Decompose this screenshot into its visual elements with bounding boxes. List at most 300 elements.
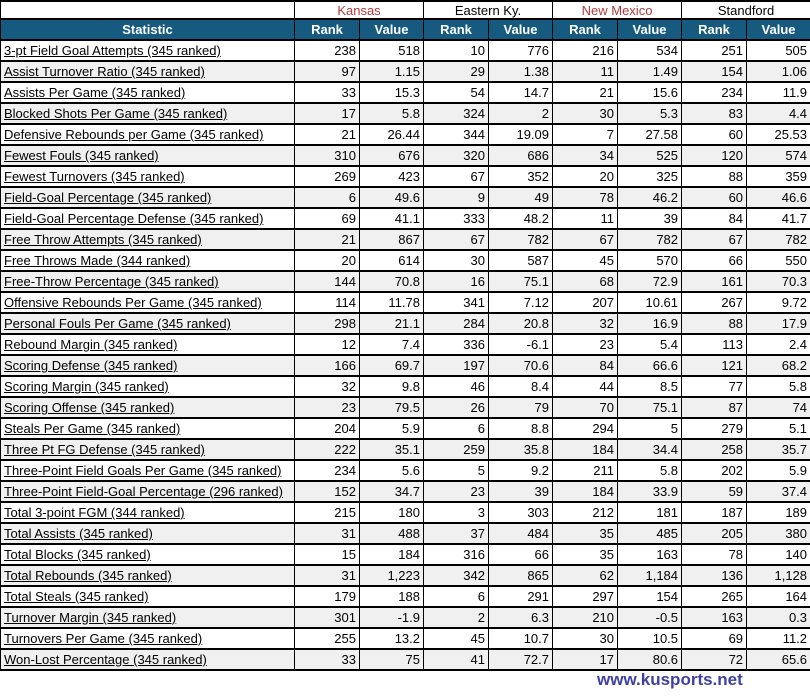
rank-header: Rank [295,19,360,40]
rank-cell: 6 [295,187,360,208]
value-cell: 70.8 [360,271,424,292]
value-cell: 1,128 [747,565,810,586]
value-cell: 782 [747,229,810,250]
team-header-standford: Standford [682,1,810,19]
value-cell: 11.2 [747,628,810,649]
table-row [1,61,810,82]
rank-cell: 166 [295,355,360,376]
table-row [1,418,810,439]
value-cell: 5.1 [747,418,810,439]
value-cell: 69.7 [360,355,424,376]
table-row [1,187,810,208]
stat-link[interactable]: Defensive Rebounds per Game (345 ranked) [4,127,264,142]
table-row [1,355,810,376]
rank-cell: 44 [553,376,618,397]
value-cell: 46.2 [618,187,682,208]
table-row [1,334,810,355]
rank-cell: 17 [295,103,360,124]
rank-cell: 45 [424,628,489,649]
rank-cell: 59 [682,481,747,502]
rank-cell: 32 [295,376,360,397]
value-cell: -0.5 [618,607,682,628]
value-cell: 1.38 [489,61,553,82]
value-cell: 39 [618,208,682,229]
value-cell: 5 [618,418,682,439]
rank-cell: 197 [424,355,489,376]
rank-cell: 9 [424,187,489,208]
rank-cell: 88 [682,313,747,334]
rank-cell: 161 [682,271,747,292]
rank-cell: 255 [295,628,360,649]
table-row [1,208,810,229]
value-cell: 325 [618,166,682,187]
corner-cell [1,1,295,19]
value-cell: 26.44 [360,124,424,145]
value-cell: 11.9 [747,82,810,103]
table-row [1,523,810,544]
rank-cell: 54 [424,82,489,103]
table-row [1,292,810,313]
rank-cell: 77 [682,376,747,397]
table-row [1,544,810,565]
table-row [1,40,810,61]
rank-cell: 11 [553,208,618,229]
value-cell: 865 [489,565,553,586]
value-cell: 15.6 [618,82,682,103]
value-cell: 39 [489,481,553,502]
rank-cell: 259 [424,439,489,460]
value-cell: 70.6 [489,355,553,376]
table-row [1,271,810,292]
column-header-row [1,19,810,40]
value-cell: 1,184 [618,565,682,586]
value-cell: 180 [360,502,424,523]
value-cell: 5.8 [618,460,682,481]
stat-link[interactable]: Three-Point Field-Goal Percentage (296 ranked) [4,484,283,499]
rank-cell: 152 [295,481,360,502]
value-cell: 72.9 [618,271,682,292]
rank-cell: 84 [682,208,747,229]
value-cell: 68.2 [747,355,810,376]
table-row [1,460,810,481]
value-cell: 782 [618,229,682,250]
rank-cell: 32 [553,313,618,334]
rank-cell: 187 [682,502,747,523]
rank-cell: 179 [295,586,360,607]
rank-cell: 72 [682,649,747,670]
value-cell: 488 [360,523,424,544]
value-cell: 35.8 [489,439,553,460]
rank-cell: 294 [553,418,618,439]
table-row [1,481,810,502]
value-cell: 1,223 [360,565,424,586]
value-cell: 570 [618,250,682,271]
rank-cell: 20 [295,250,360,271]
rank-cell: 12 [295,334,360,355]
value-header: Value [747,19,810,40]
rank-cell: 6 [424,586,489,607]
stat-link[interactable]: Field-Goal Percentage (345 ranked) [4,190,212,205]
rank-cell: 60 [682,187,747,208]
table-row [1,565,810,586]
value-cell: 16.9 [618,313,682,334]
value-cell: 484 [489,523,553,544]
value-cell: 80.6 [618,649,682,670]
rank-cell: 7 [553,124,618,145]
value-cell: 2 [489,103,553,124]
stat-link[interactable]: Turnovers Per Game (345 ranked) [4,631,203,646]
rank-cell: 316 [424,544,489,565]
stat-link[interactable]: Three Pt FG Defense (345 ranked) [4,442,205,457]
value-cell: 5.4 [618,334,682,355]
value-cell: 140 [747,544,810,565]
rank-cell: 297 [553,586,618,607]
stat-link[interactable]: Assists Per Game (345 ranked) [4,85,186,100]
table-row [1,607,810,628]
rank-cell: 23 [295,397,360,418]
rank-cell: 184 [553,481,618,502]
value-cell: 65.6 [747,649,810,670]
value-cell: 686 [489,145,553,166]
rank-cell: 341 [424,292,489,313]
rank-cell: 21 [295,124,360,145]
team-header-kansas: Kansas [295,1,424,19]
rank-cell: 212 [553,502,618,523]
rank-cell: 45 [553,250,618,271]
rank-cell: 222 [295,439,360,460]
value-cell: 9.8 [360,376,424,397]
rank-cell: 87 [682,397,747,418]
value-cell: 7.12 [489,292,553,313]
value-cell: 776 [489,40,553,61]
rank-cell: 23 [553,334,618,355]
value-cell: 79.5 [360,397,424,418]
stat-link[interactable]: Rebound Margin (345 ranked) [4,337,178,352]
value-cell: 25.53 [747,124,810,145]
rank-cell: 17 [553,649,618,670]
value-cell: 188 [360,586,424,607]
value-cell: 37.4 [747,481,810,502]
value-cell: 587 [489,250,553,271]
stat-link[interactable]: Personal Fouls Per Game (345 ranked) [4,316,231,331]
rank-cell: 120 [682,145,747,166]
stat-link[interactable]: Three-Point Field Goals Per Game (345 ranked) [4,463,282,478]
value-cell: 154 [618,586,682,607]
rank-cell: 258 [682,439,747,460]
value-cell: 2.4 [747,334,810,355]
rank-cell: 78 [682,544,747,565]
rank-cell: 84 [553,355,618,376]
rank-cell: 16 [424,271,489,292]
table-row [1,229,810,250]
rank-cell: 35 [553,523,618,544]
stat-link[interactable]: Free-Throw Percentage (345 ranked) [4,274,219,289]
value-cell: 33.9 [618,481,682,502]
rank-cell: 202 [682,460,747,481]
value-cell: 5.3 [618,103,682,124]
rank-cell: 62 [553,565,618,586]
value-cell: 867 [360,229,424,250]
value-cell: -1.9 [360,607,424,628]
value-cell: 352 [489,166,553,187]
table-row [1,439,810,460]
team-header-row [1,1,810,19]
rank-cell: 11 [553,61,618,82]
table-row [1,313,810,334]
rank-cell: 41 [424,649,489,670]
value-cell: 6.3 [489,607,553,628]
value-cell: 4.4 [747,103,810,124]
rank-cell: 265 [682,586,747,607]
value-cell: 181 [618,502,682,523]
value-cell: 614 [360,250,424,271]
stat-link[interactable]: Fewest Fouls (345 ranked) [4,148,159,163]
value-cell: 5.9 [360,418,424,439]
rank-cell: 234 [295,460,360,481]
rank-cell: 163 [682,607,747,628]
value-cell: 1.49 [618,61,682,82]
rank-cell: 301 [295,607,360,628]
rank-cell: 344 [424,124,489,145]
value-cell: 1.06 [747,61,810,82]
rank-cell: 97 [295,61,360,82]
value-cell: 5.6 [360,460,424,481]
value-cell: -6.1 [489,334,553,355]
rank-cell: 336 [424,334,489,355]
stat-link[interactable]: Total Rebounds (345 ranked) [4,568,172,583]
value-cell: 518 [360,40,424,61]
value-cell: 550 [747,250,810,271]
stat-link[interactable]: Offensive Rebounds Per Game (345 ranked) [4,295,262,310]
rank-cell: 144 [295,271,360,292]
stat-link[interactable]: Scoring Defense (345 ranked) [4,358,178,373]
rank-header: Rank [424,19,489,40]
team-header-eastern-ky: Eastern Ky. [424,1,553,19]
value-cell: 10.61 [618,292,682,313]
rank-cell: 29 [424,61,489,82]
rank-cell: 20 [553,166,618,187]
stat-link[interactable]: Assist Turnover Ratio (345 ranked) [4,64,205,79]
rank-header: Rank [682,19,747,40]
value-cell: 5.9 [747,460,810,481]
table-row [1,124,810,145]
value-cell: 525 [618,145,682,166]
rank-cell: 184 [553,439,618,460]
value-cell: 423 [360,166,424,187]
value-cell: 10.7 [489,628,553,649]
value-cell: 164 [747,586,810,607]
stat-link[interactable]: Total Steals (345 ranked) [4,589,149,604]
stat-link[interactable]: Free Throw Attempts (345 ranked) [4,232,202,247]
rank-cell: 342 [424,565,489,586]
stat-link[interactable]: Turnover Margin (345 ranked) [4,610,177,625]
rank-cell: 320 [424,145,489,166]
statistic-header: Statistic [1,19,295,40]
value-cell: 574 [747,145,810,166]
value-cell: 27.58 [618,124,682,145]
value-cell: 0.3 [747,607,810,628]
rank-cell: 279 [682,418,747,439]
stat-link[interactable]: Scoring Margin (345 ranked) [4,379,169,394]
stat-link[interactable]: Free Throws Made (344 ranked) [4,253,191,268]
rank-cell: 211 [553,460,618,481]
rank-cell: 69 [295,208,360,229]
rank-cell: 34 [553,145,618,166]
value-cell: 359 [747,166,810,187]
value-cell: 163 [618,544,682,565]
rank-cell: 216 [553,40,618,61]
rank-cell: 114 [295,292,360,313]
rank-cell: 21 [295,229,360,250]
rank-cell: 37 [424,523,489,544]
value-cell: 505 [747,40,810,61]
value-cell: 19.09 [489,124,553,145]
rank-cell: 2 [424,607,489,628]
rank-cell: 6 [424,418,489,439]
value-cell: 1.15 [360,61,424,82]
stat-link[interactable]: Total 3-point FGM (344 ranked) [4,505,185,520]
rank-cell: 238 [295,40,360,61]
value-cell: 8.8 [489,418,553,439]
rank-cell: 67 [682,229,747,250]
rank-cell: 30 [553,628,618,649]
rank-cell: 83 [682,103,747,124]
value-cell: 21.1 [360,313,424,334]
stat-link[interactable]: Steals Per Game (345 ranked) [4,421,181,436]
table-row [1,586,810,607]
rank-cell: 31 [295,565,360,586]
value-cell: 8.5 [618,376,682,397]
rank-cell: 215 [295,502,360,523]
rank-cell: 251 [682,40,747,61]
stat-link[interactable]: Scoring Offense (345 ranked) [4,400,175,415]
rank-cell: 121 [682,355,747,376]
rank-cell: 207 [553,292,618,313]
value-cell: 66.6 [618,355,682,376]
value-header: Value [489,19,553,40]
rank-cell: 284 [424,313,489,334]
value-cell: 66 [489,544,553,565]
value-cell: 75.1 [489,271,553,292]
rank-cell: 26 [424,397,489,418]
stat-link[interactable]: Total Assists (345 ranked) [4,526,153,541]
rank-cell: 21 [553,82,618,103]
value-cell: 15.3 [360,82,424,103]
stat-link[interactable]: Blocked Shots Per Game (345 ranked) [4,106,228,121]
rank-cell: 310 [295,145,360,166]
value-cell: 189 [747,502,810,523]
rank-cell: 78 [553,187,618,208]
value-cell: 303 [489,502,553,523]
table-row [1,502,810,523]
rank-cell: 60 [682,124,747,145]
value-cell: 49.6 [360,187,424,208]
rank-cell: 88 [682,166,747,187]
rank-cell: 66 [682,250,747,271]
rank-cell: 267 [682,292,747,313]
table-row [1,166,810,187]
value-cell: 5.8 [747,376,810,397]
value-cell: 380 [747,523,810,544]
table-row [1,103,810,124]
stat-link[interactable]: Fewest Turnovers (345 ranked) [4,169,185,184]
stat-link[interactable]: Total Blocks (345 ranked) [4,547,151,562]
rank-cell: 30 [424,250,489,271]
value-cell: 14.7 [489,82,553,103]
rank-cell: 69 [682,628,747,649]
value-cell: 20.8 [489,313,553,334]
rank-cell: 5 [424,460,489,481]
table-row [1,250,810,271]
value-cell: 35.7 [747,439,810,460]
rank-cell: 67 [424,229,489,250]
rank-cell: 210 [553,607,618,628]
value-cell: 11.78 [360,292,424,313]
value-header: Value [360,19,424,40]
stat-link[interactable]: Field-Goal Percentage Defense (345 ranked) [4,211,264,226]
rank-cell: 33 [295,82,360,103]
value-cell: 5.8 [360,103,424,124]
value-cell: 184 [360,544,424,565]
footer-link[interactable]: www.kusports.net [597,670,743,689]
value-cell: 10.5 [618,628,682,649]
stat-link[interactable]: Won-Lost Percentage (345 ranked) [4,652,207,667]
rank-cell: 10 [424,40,489,61]
table-row [1,82,810,103]
rank-cell: 154 [682,61,747,82]
rank-header: Rank [553,19,618,40]
value-cell: 75 [360,649,424,670]
rank-cell: 136 [682,565,747,586]
rank-cell: 205 [682,523,747,544]
value-cell: 9.72 [747,292,810,313]
rank-cell: 67 [424,166,489,187]
rank-cell: 15 [295,544,360,565]
rank-cell: 324 [424,103,489,124]
rank-cell: 298 [295,313,360,334]
value-cell: 291 [489,586,553,607]
rank-cell: 3 [424,502,489,523]
value-cell: 782 [489,229,553,250]
rank-cell: 46 [424,376,489,397]
value-cell: 34.4 [618,439,682,460]
rank-cell: 204 [295,418,360,439]
rank-cell: 113 [682,334,747,355]
rank-cell: 23 [424,481,489,502]
value-cell: 70.3 [747,271,810,292]
value-cell: 676 [360,145,424,166]
rank-cell: 30 [553,103,618,124]
table-row [1,376,810,397]
value-cell: 41.7 [747,208,810,229]
value-header: Value [618,19,682,40]
value-cell: 41.1 [360,208,424,229]
table-row [1,649,810,670]
value-cell: 8.4 [489,376,553,397]
value-cell: 485 [618,523,682,544]
value-cell: 17.9 [747,313,810,334]
rank-cell: 68 [553,271,618,292]
team-header-new-mexico: New Mexico [553,1,682,19]
rank-cell: 269 [295,166,360,187]
value-cell: 75.1 [618,397,682,418]
value-cell: 35.1 [360,439,424,460]
rank-cell: 33 [295,649,360,670]
rank-cell: 67 [553,229,618,250]
rank-cell: 234 [682,82,747,103]
value-cell: 13.2 [360,628,424,649]
stat-link[interactable]: 3-pt Field Goal Attempts (345 ranked) [4,43,221,58]
